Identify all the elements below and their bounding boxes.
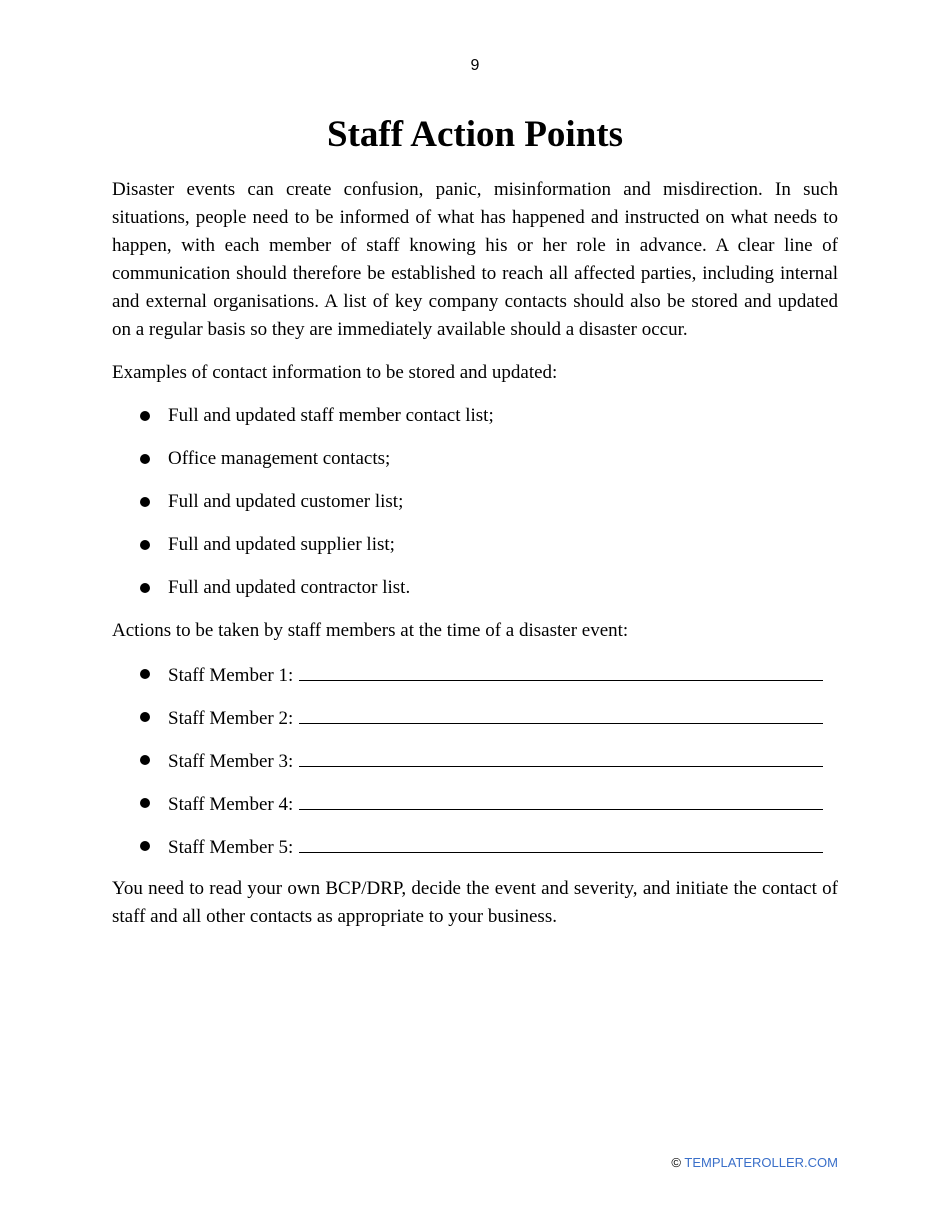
contacts-list	[112, 402, 838, 602]
staff-member-item	[112, 789, 838, 817]
staff-member-label: Staff Member 2:	[168, 708, 294, 729]
intro-paragraph: Disaster events can create confusion, panic, misinformation and misdirection. In such situations, people need to be informed of what has happened and instructed on what needs to happen, with each member of staff knowing his or her role in advance. A clear line of communication should therefore be established to reach all affected parties, including internal and external organisations. A list of key company contacts should also be stored and updated on a regular basis so they are immediately available should a disaster occur.	[112, 179, 838, 340]
list-item-text: Full and updated staff member contact list;	[168, 405, 494, 426]
list-item-text: Full and updated contractor list.	[168, 577, 411, 598]
staff-member-item	[112, 703, 838, 731]
staff-member-label: Staff Member 4:	[168, 794, 294, 815]
closing-paragraph: You need to read your own BCP/DRP, decide the event and severity, and initiate the contact of staff and all other contacts as appropriate to your business.	[112, 878, 838, 927]
list-item	[112, 402, 838, 430]
bullet-icon	[140, 497, 150, 507]
bullet-icon	[140, 755, 150, 765]
staff-member-fill-line[interactable]	[299, 746, 823, 767]
bullet-icon	[140, 411, 150, 421]
document-body	[112, 176, 838, 931]
contacts-lead-text: Examples of contact information to be stored and updated:	[112, 362, 558, 383]
bullet-icon	[140, 583, 150, 593]
bullet-icon	[140, 669, 150, 679]
bullet-icon	[140, 712, 150, 722]
staff-member-item	[112, 746, 838, 774]
staff-member-label: Staff Member 5:	[168, 837, 294, 858]
staff-member-label: Staff Member 1:	[168, 665, 294, 686]
staff-member-item	[112, 832, 838, 860]
templateroller-link[interactable]: TEMPLATEROLLER.COM	[684, 1155, 838, 1170]
list-item	[112, 445, 838, 473]
bullet-icon	[140, 454, 150, 464]
page-title: Staff Action Points	[327, 114, 623, 155]
staff-member-fill-line[interactable]	[299, 660, 823, 681]
list-item-text: Office management contacts;	[168, 448, 391, 469]
bullet-icon	[140, 841, 150, 851]
list-item-text: Full and updated customer list;	[168, 491, 404, 512]
staff-member-fill-line[interactable]	[299, 789, 823, 810]
actions-lead-text: Actions to be taken by staff members at the time of a disaster event:	[112, 620, 629, 641]
staff-member-item	[112, 660, 838, 688]
staff-actions-list	[112, 660, 838, 860]
copyright-symbol: ©	[671, 1155, 681, 1170]
staff-member-fill-line[interactable]	[299, 832, 823, 853]
staff-member-label: Staff Member 3:	[168, 751, 294, 772]
list-item	[112, 488, 838, 516]
bullet-icon	[140, 540, 150, 550]
list-item	[112, 531, 838, 559]
footer-credit	[671, 1154, 838, 1172]
staff-member-fill-line[interactable]	[299, 703, 823, 724]
bullet-icon	[140, 798, 150, 808]
list-item-text: Full and updated supplier list;	[168, 534, 395, 555]
page-number: 9	[470, 57, 480, 74]
list-item	[112, 574, 838, 602]
